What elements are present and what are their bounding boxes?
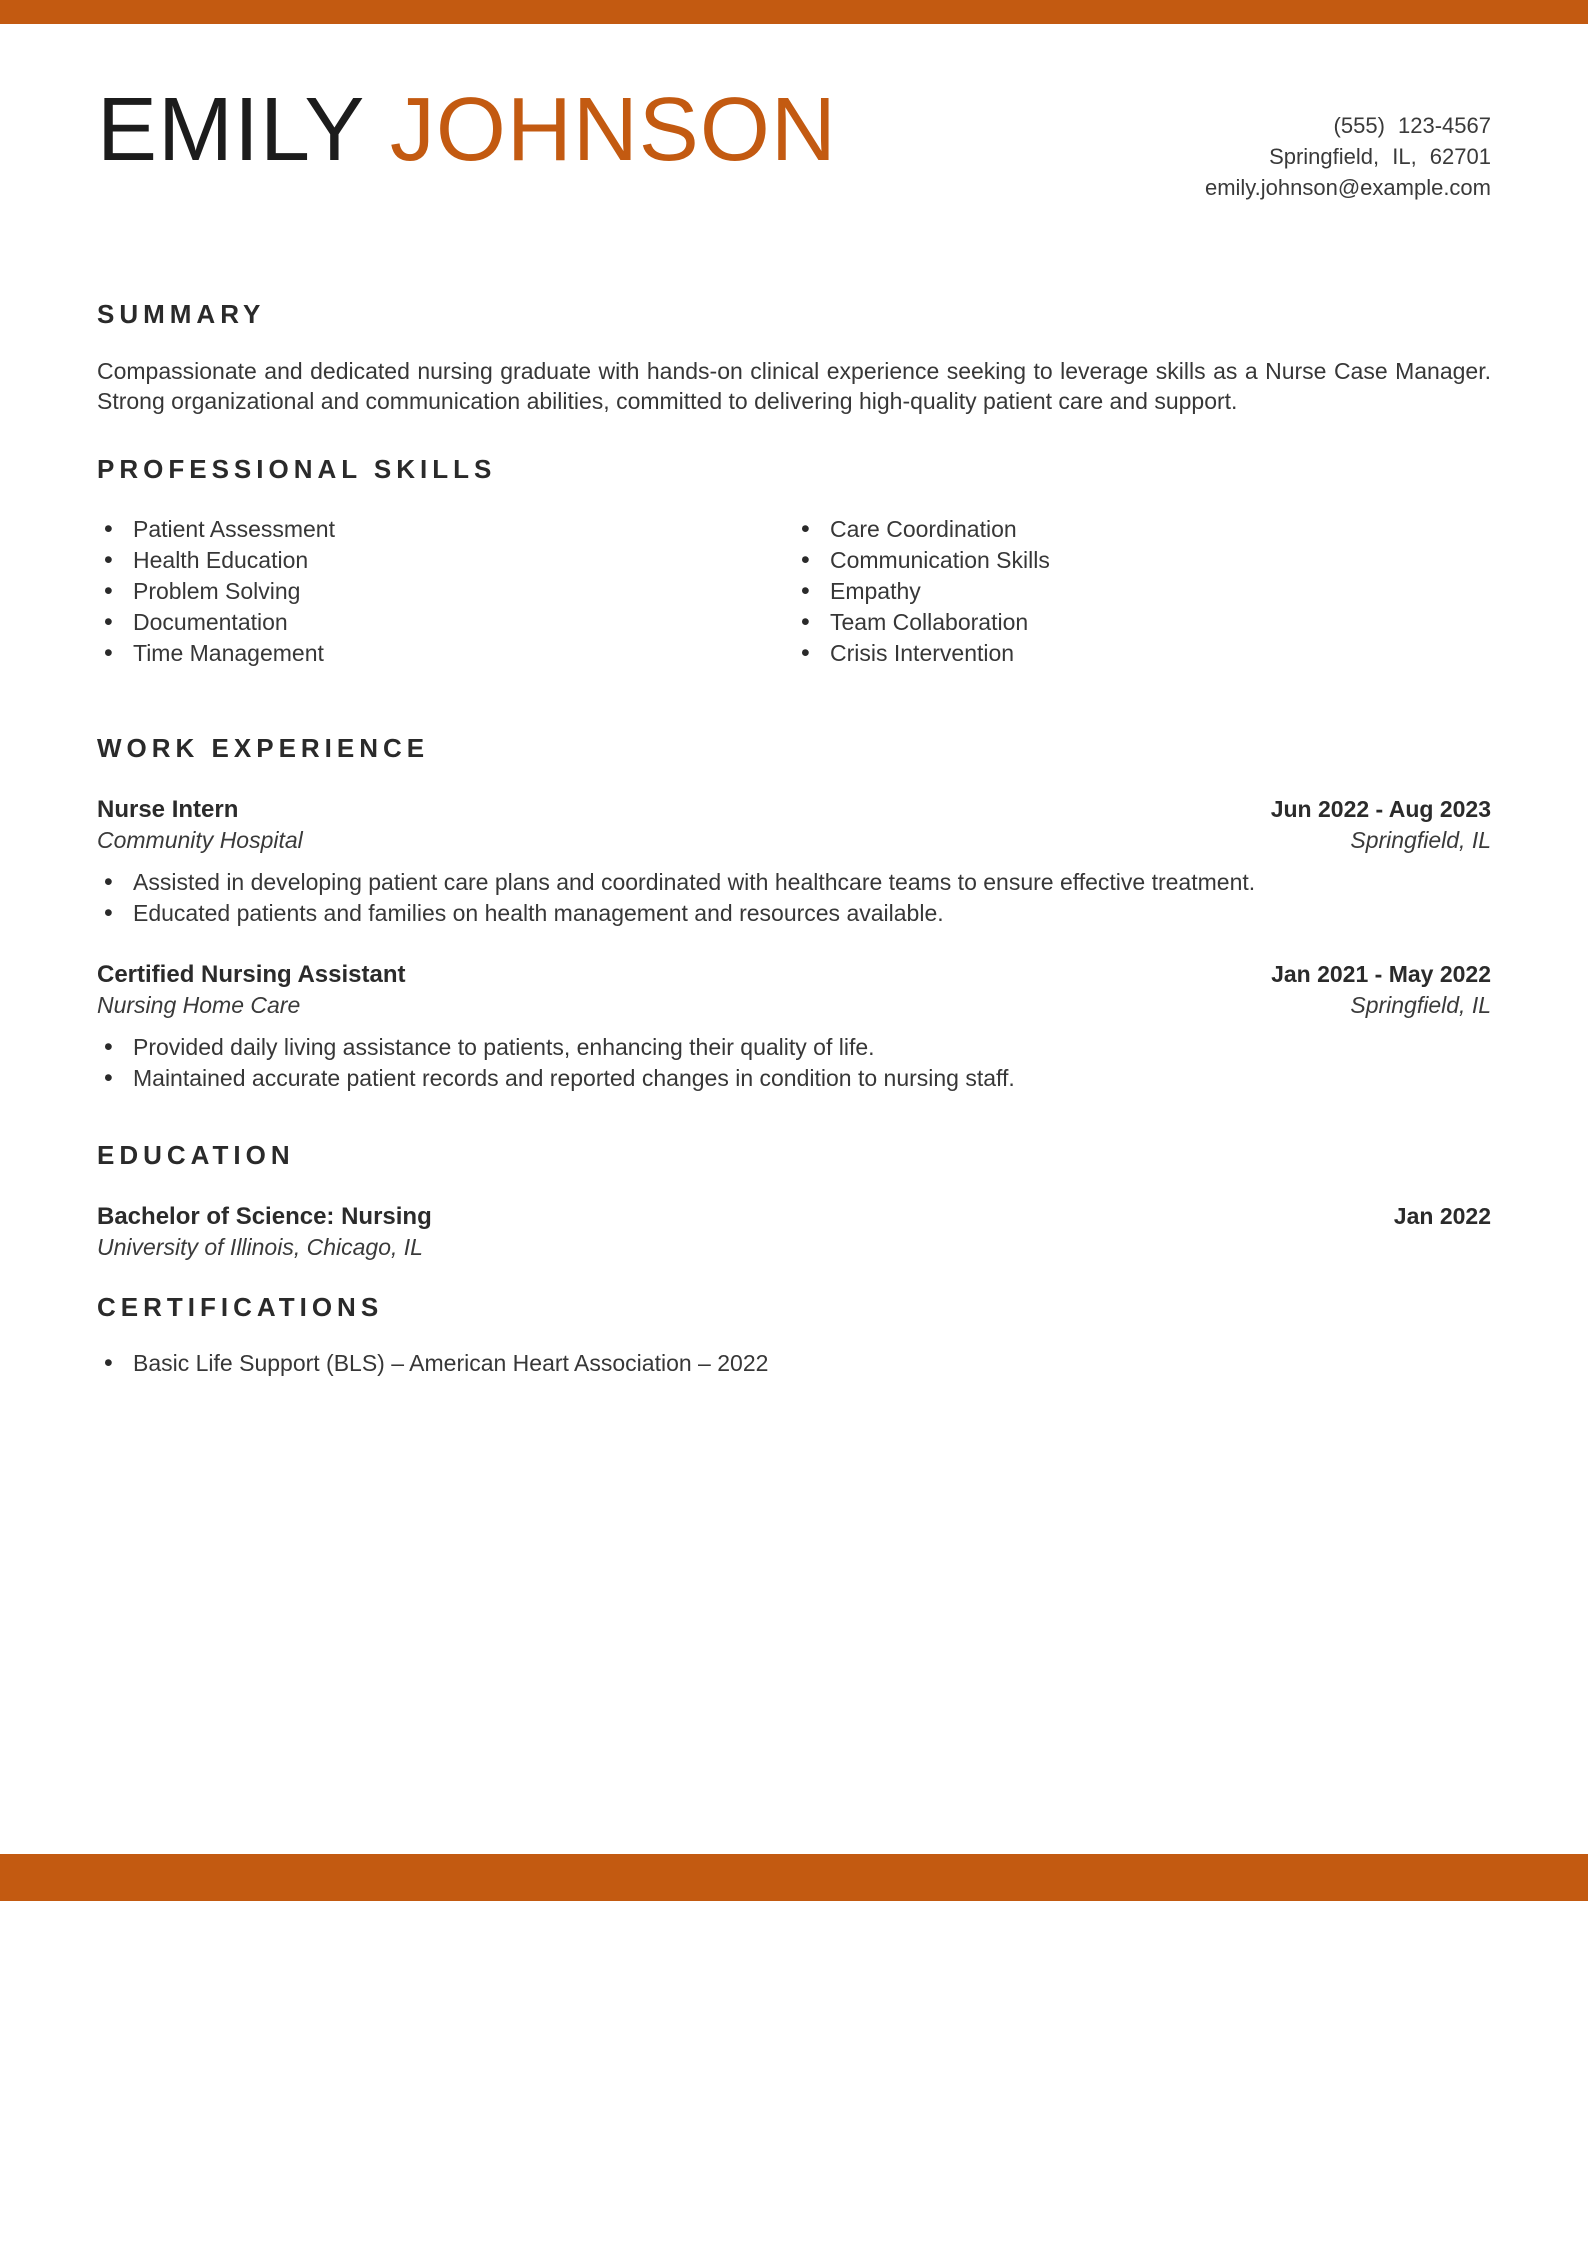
skills-heading: PROFESSIONAL SKILLS xyxy=(97,454,497,484)
certification-item: • Basic Life Support (BLS) – American Heart Association – 2022 xyxy=(97,1348,1491,1379)
header xyxy=(97,80,1491,203)
job-bullet: • Maintained accurate patient records and reported changes in condition to nursing staff. xyxy=(97,1063,1491,1094)
job-bullet: • Provided daily living assistance to patients, enhancing their quality of life. xyxy=(97,1032,1491,1063)
contact-address: Springfield, IL, 62701 xyxy=(1269,144,1491,169)
skill-item: • Team Collaboration xyxy=(794,607,1491,638)
job-title: Nurse Intern xyxy=(97,796,239,823)
top-accent-bar xyxy=(0,0,1588,24)
skill-item: • Communication Skills xyxy=(794,545,1491,576)
job-title: Certified Nursing Assistant xyxy=(97,961,406,988)
last-name: JOHNSON xyxy=(389,80,837,180)
contact-phone: (555) 123-4567 xyxy=(1333,113,1491,138)
certifications-list xyxy=(97,1348,1491,1379)
job-company: Community Hospital xyxy=(97,827,303,853)
education-heading: EDUCATION xyxy=(97,1140,295,1170)
job-dates: Jun 2022 - Aug 2023 xyxy=(1270,796,1491,822)
skill-item: • Time Management xyxy=(97,638,794,669)
skill-item: • Crisis Intervention xyxy=(794,638,1491,669)
job-entry-header xyxy=(97,794,1491,855)
job-bullet-list xyxy=(97,867,1491,929)
job-location: Springfield, IL xyxy=(1350,992,1491,1018)
skill-item: • Health Education xyxy=(97,545,794,576)
contact-email: emily.johnson@example.com xyxy=(1204,175,1491,200)
job-bullet: • Educated patients and families on health management and resources available. xyxy=(97,898,1491,929)
education-degree: Bachelor of Science: Nursing xyxy=(97,1203,432,1230)
skill-item: • Documentation xyxy=(97,607,794,638)
education-entry xyxy=(97,1201,1491,1262)
job-location: Springfield, IL xyxy=(1350,827,1491,853)
skill-item: • Patient Assessment xyxy=(97,514,794,545)
job-entry-header xyxy=(97,959,1491,1020)
summary-text: Compassionate and dedicated nursing graduate with hands-on clinical experience seeking to leverage skills as a Nurse Case Manager. Strong organizational and communication abilities, committed to delivering high-quality patient care and support. xyxy=(97,358,1491,414)
skill-item: • Care Coordination xyxy=(794,514,1491,545)
education-date: Jan 2022 xyxy=(1393,1203,1491,1229)
job-bullet-list xyxy=(97,1032,1491,1094)
page-title xyxy=(97,80,837,180)
skills-column-left xyxy=(97,514,794,669)
skill-item: • Empathy xyxy=(794,576,1491,607)
content xyxy=(97,299,1491,1379)
work-experience-heading: WORK EXPERIENCE xyxy=(97,733,430,763)
skills-columns xyxy=(97,514,1491,669)
job-dates: Jan 2021 - May 2022 xyxy=(1271,961,1491,987)
job-company: Nursing Home Care xyxy=(97,992,301,1018)
skills-column-right xyxy=(794,514,1491,669)
certifications-heading: CERTIFICATIONS xyxy=(97,1292,384,1322)
first-name: EMILY xyxy=(97,80,364,180)
summary-heading: SUMMARY xyxy=(97,299,266,329)
education-school: University of Illinois, Chicago, IL xyxy=(97,1234,423,1260)
contact-block xyxy=(1205,88,1491,203)
job-entry-certified-nursing-assistant xyxy=(97,959,1491,1094)
skill-item: • Problem Solving xyxy=(97,576,794,607)
job-bullet: • Assisted in developing patient care plans and coordinated with healthcare teams to ensure effective treatment. xyxy=(97,867,1491,898)
job-entry-nurse-intern xyxy=(97,794,1491,929)
bottom-accent-bar xyxy=(0,1854,1588,1901)
